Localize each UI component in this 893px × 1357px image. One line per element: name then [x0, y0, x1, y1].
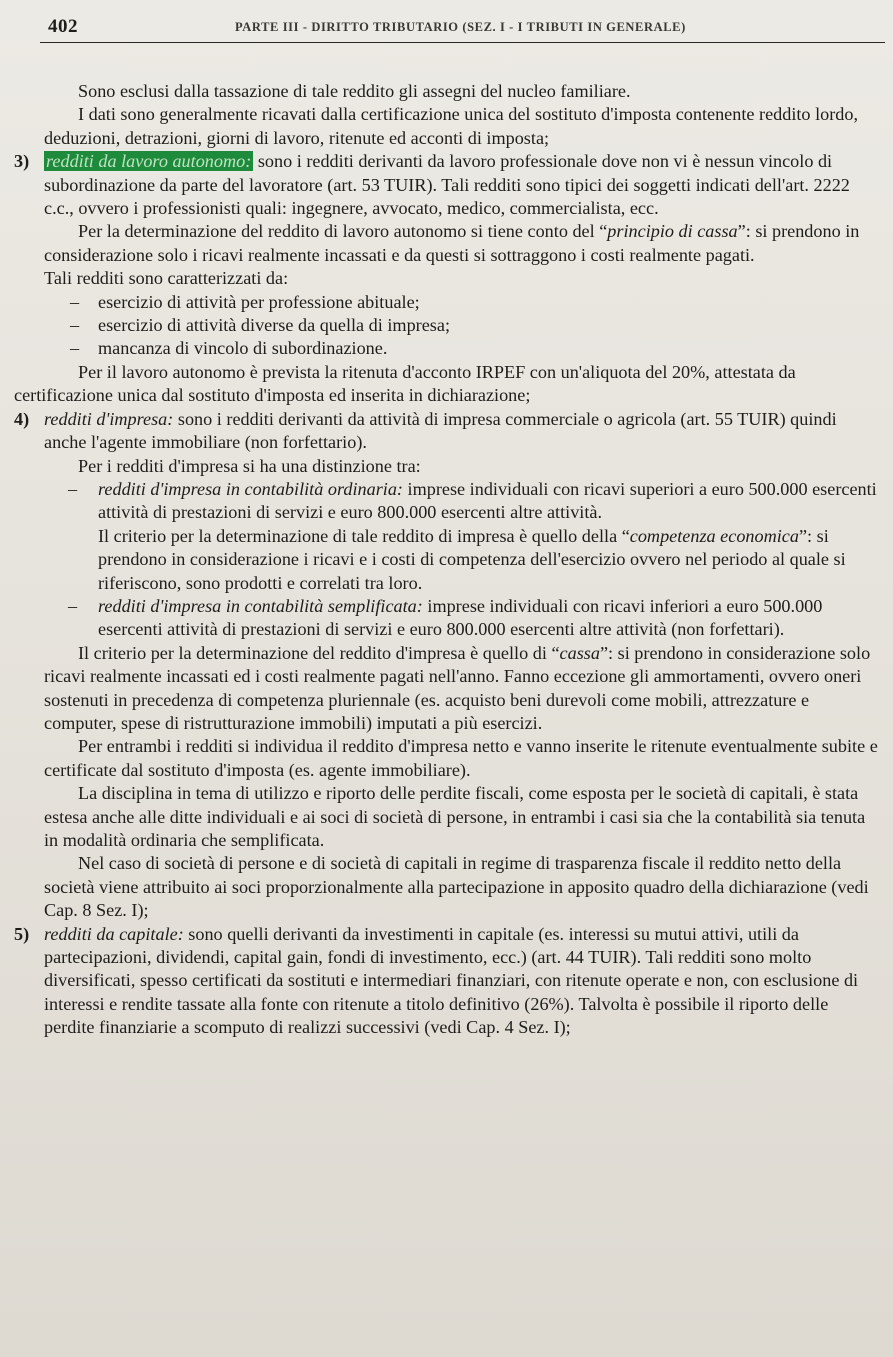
- paragraph-cash-criterion: [14, 642, 878, 736]
- list-item-text: imprese individuali con ricavi superiori a euro 500.000 esercenti attività di prestazioni di servizi e euro 800.000 esercenti altre attività.: [98, 478, 877, 523]
- paragraph-tax-transparency: Nel caso di società di persone e di società di capitali in regime di trasparenza fiscale il reddito netto della società viene attribuito ai soci proporzionalmente alla partecipazione in apposito quadro della dichiarazione (vedi Cap. 8 Sez. I);: [44, 853, 869, 921]
- list-item-text: esercizio di attività diverse da quella di impresa;: [98, 315, 451, 336]
- term-italic: redditi d'impresa:: [44, 408, 174, 429]
- paragraph-distinction-intro: Per i redditi d'impresa si ha una distinzione tra:: [78, 455, 421, 476]
- highlighted-term: redditi da lavoro autonomo:: [46, 151, 252, 172]
- dash-bullet: –: [68, 595, 78, 616]
- page-header: [40, 14, 885, 43]
- list-item-text: imprese individuali con ricavi inferiori a euro 500.000 esercenti attività di prestazioni di servizi e euro 800.000 esercenti altre attività (non forfettari).: [98, 595, 823, 640]
- dash-bullet: –: [70, 338, 80, 359]
- paragraph-features-intro: Tali redditi sono caratterizzati da:: [44, 268, 289, 289]
- text-span: Il criterio per la determinazione di tale reddito di impresa è quello della “: [98, 525, 630, 546]
- item-text: sono i redditi derivanti da lavoro professionale dove non vi è nessun vincolo di subordinazione da parte del lavoratore (art. 53 TUIR). Tali redditi sono tipici dei soggetti indicati dell'art. 2222 c.c., ovvero i professionisti quali: ingegnere, avvocato, medico, commercialista, ecc.: [44, 151, 850, 219]
- paragraph-economic-competence: [14, 525, 878, 595]
- term-italic: competenza economica: [629, 525, 799, 546]
- list-item-text: esercizio di attività per professione abituale;: [98, 291, 420, 312]
- term-italic: principio di cassa: [607, 221, 738, 242]
- text-span: ”: si prendono in considerazione solo i ricavi realmente incassati e da questi si sottraggono i costi realmente pagati.: [44, 221, 860, 265]
- list-item-capital-income: [14, 923, 878, 1040]
- item-number: 3): [14, 151, 30, 172]
- list-item-ordinary-accounting: [14, 478, 878, 525]
- text-span: ”: si prendono in considerazione i ricavi e i costi di competenza dell'esercizio ovvero nel periodo al quale si riferiscono, sono prodotti e correlati tra loro.: [98, 525, 846, 593]
- text-span: ”: si prendono in considerazione solo ricavi realmente incassati ed i costi realmente pagati nell'anno. Fanno eccezione gli ammortamenti, ovvero oneri sostenuti in precedenza di competenza pluriennale (es. acquisto beni durevoli come mobili, attrezzature e computer, spese di ristrutturazione immobili) imputati a più esercizi.: [44, 642, 871, 733]
- item-number: 5): [14, 923, 30, 944]
- paragraph-tax-losses: La disciplina in tema di utilizzo e riporto delle perdite fiscali, come esposta per le società di capitali, è stata estesa anche alle ditte individuali e ai soci di società di persone, in entrambi i casi sia che la contabilità sia tenuta in modalità ordinaria che semplificata.: [44, 783, 866, 850]
- paragraph-certification-data: I dati sono generalmente ricavati dalla certificazione unica del sostituto d'imposta contenente reddito lordo, deduzioni, detrazioni, giorni di lavoro, ritenute ed acconti di imposta;: [44, 104, 859, 148]
- list-item-self-employment: [14, 150, 878, 220]
- page-body: [14, 80, 878, 1040]
- item-text: sono i redditi derivanti da attività di impresa commerciale o agricola (art. 55 TUIR) quindi anche l'agente immobiliare (non forfettario).: [44, 408, 837, 453]
- list-item-business-income: [14, 408, 878, 455]
- list-item-text: mancanza di vincolo di subordinazione.: [98, 338, 388, 359]
- text-span: Il criterio per la determinazione del reddito d'impresa è quello di “: [78, 642, 560, 663]
- dash-bullet: –: [68, 478, 78, 499]
- paragraph-cash-principle: [14, 220, 878, 267]
- paragraph-family-allowances: Sono esclusi dalla tassazione di tale reddito gli assegni del nucleo familiare.: [78, 81, 631, 101]
- term-italic: redditi da capitale:: [44, 923, 184, 944]
- list-item-feature: [14, 314, 878, 337]
- paragraph-net-income: Per entrambi i redditi si individua il reddito d'impresa netto e vanno inserite le ritenute eventualmente subite e certificate dal sostituto d'imposta (es. agente immobiliare).: [44, 736, 878, 780]
- page-number: 402: [48, 16, 78, 37]
- list-item-feature: [14, 291, 878, 314]
- list-item-simplified-accounting: [14, 595, 878, 642]
- term-italic: cassa: [559, 642, 600, 663]
- item-number: 4): [14, 408, 30, 429]
- dash-bullet: –: [70, 291, 80, 312]
- list-item-feature: [14, 337, 878, 360]
- paragraph-withholding: Per il lavoro autonomo è prevista la ritenuta d'acconto IRPEF con un'aliquota del 20%, attestata da certificazione unica dal sostituto d'imposta ed inserita in dichiarazione;: [14, 361, 796, 406]
- term-italic: redditi d'impresa in contabilità semplificata:: [98, 595, 423, 616]
- running-head: PARTE III - DIRITTO TRIBUTARIO (SEZ. I - I TRIBUTI IN GENERALE): [235, 20, 686, 34]
- text-span: Per la determinazione del reddito di lavoro autonomo si tiene conto del “: [78, 221, 608, 242]
- item-text: sono quelli derivanti da investimenti in capitale (es. interessi su mutui attivi, utili da partecipazioni, dividendi, capital gain, fondi di investimento, ecc.) (art. 44 TUIR). Tali redditi sono molto diversificati, spesso certificati da sostituti e intermediari finanziari, con ritenute operate e non, con esclusione di interessi e rendite tassate alla fonte con ritenute a titolo definitivo (26%). Talvolta è possibile il riporto delle perdite finanziarie a scomputo di realizzi successivi (vedi Cap. 4 Sez. I);: [44, 923, 859, 1038]
- term-italic: redditi d'impresa in contabilità ordinaria:: [98, 478, 403, 499]
- dash-bullet: –: [70, 315, 80, 336]
